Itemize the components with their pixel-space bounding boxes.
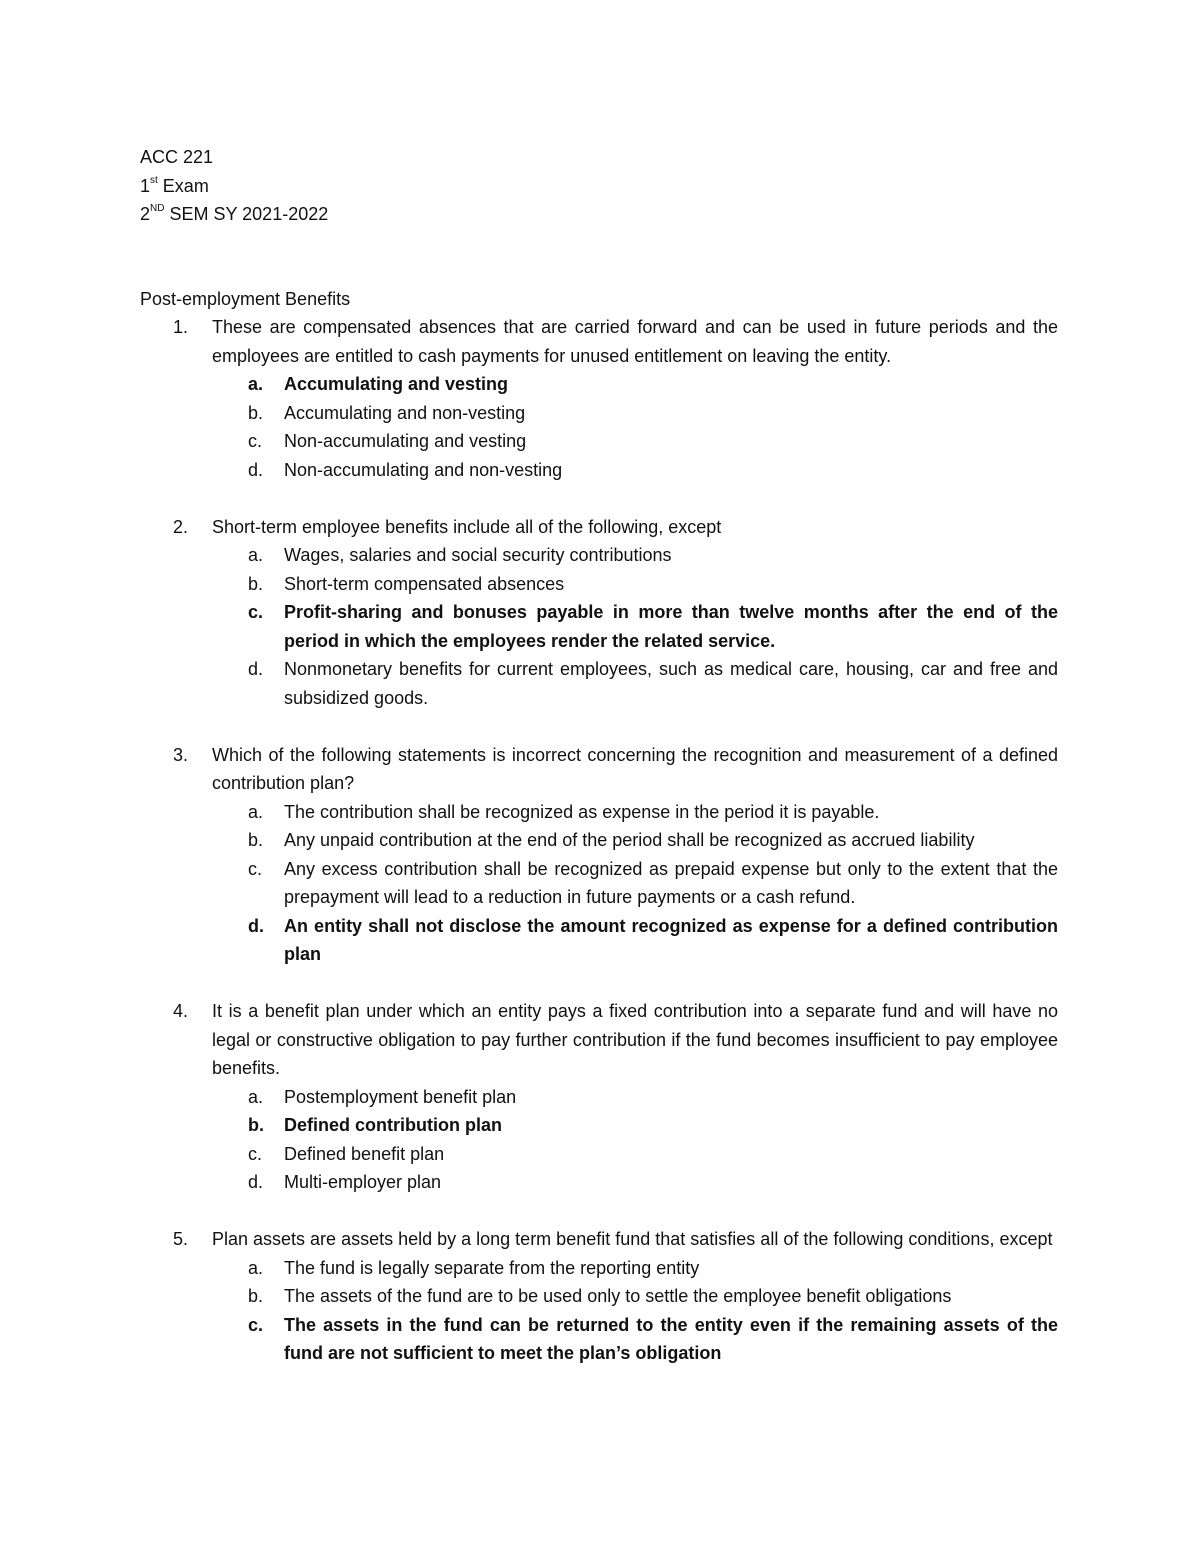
- question-1: [140, 313, 1058, 484]
- option-letter: d.: [248, 459, 264, 480]
- question-text: Short-term employee benefits include all of the following, except: [212, 516, 722, 537]
- option-letter: b.: [248, 1115, 264, 1135]
- answer-option: [212, 1254, 1058, 1283]
- answer-options: [212, 370, 1058, 484]
- option-text: Multi-employer plan: [284, 1172, 442, 1192]
- option-text: Defined benefit plan: [284, 1143, 445, 1164]
- answer-option: [212, 655, 1058, 712]
- option-text: An entity shall not disclose the amount recognized as expense for a defined contribution plan: [284, 915, 1058, 964]
- answer-option: [212, 1168, 1058, 1197]
- option-letter: a.: [248, 1086, 264, 1107]
- exam-number: 1: [140, 175, 151, 196]
- question-text: It is a benefit plan under which an entity pays a fixed contribution into a separate fund and will have no legal or constructive obligation to pay further contribution if the fund becomes insufficient to pay employee benefits.: [212, 1001, 1058, 1078]
- option-letter: a.: [248, 1257, 264, 1278]
- answer-option: [212, 598, 1058, 655]
- answer-option: [212, 1282, 1058, 1311]
- question-4: [140, 997, 1058, 1197]
- option-text: Any excess contribution shall be recognized as prepaid expense but only to the extent that the prepayment will lead to a reduction in future payments or a cash refund.: [284, 858, 1058, 907]
- answer-options: [212, 541, 1058, 712]
- answer-option: [212, 427, 1058, 456]
- option-text: Wages, salaries and social security contributions: [284, 545, 672, 565]
- answer-option: [212, 826, 1058, 855]
- question-list: [140, 313, 1058, 1396]
- option-letter: b.: [248, 573, 264, 594]
- option-letter: d.: [248, 915, 264, 936]
- answer-option: [212, 912, 1058, 969]
- option-text: Defined contribution plan: [284, 1115, 502, 1135]
- section-title: Post-employment Benefits: [140, 289, 351, 309]
- question-3: [140, 741, 1058, 969]
- option-letter: d.: [248, 659, 264, 679]
- semester-number: 2: [140, 204, 151, 224]
- semester-year: SEM SY 2021-2022: [164, 204, 329, 224]
- answer-options: [212, 1083, 1058, 1197]
- option-text: Non-accumulating and non-vesting: [284, 459, 563, 480]
- option-letter: a.: [248, 801, 264, 822]
- question-number: 4.: [173, 1001, 189, 1021]
- option-letter: c.: [248, 1314, 264, 1335]
- semester-ordinal: ND: [150, 203, 165, 214]
- answer-options: [212, 1254, 1058, 1368]
- option-text: Accumulating and vesting: [284, 374, 509, 394]
- answer-option: [212, 1083, 1058, 1112]
- option-text: Any unpaid contribution at the end of the period shall be recognized as accrued liability: [284, 830, 975, 850]
- option-text: Non-accumulating and vesting: [284, 431, 527, 451]
- answer-option: [212, 1111, 1058, 1140]
- question-text: These are compensated absences that are carried forward and can be used in future periods and the employees are entitled to cash payments for unused entitlement on leaving the entity.: [212, 317, 1058, 366]
- option-letter: c.: [248, 1143, 263, 1164]
- option-text: Profit-sharing and bonuses payable in more than twelve months after the end of the period in which the employees render the related service.: [284, 602, 1058, 651]
- answer-option: [212, 456, 1058, 485]
- answer-option: [212, 541, 1058, 570]
- option-text: The contribution shall be recognized as expense in the period it is payable.: [284, 801, 880, 822]
- question-number: 3.: [173, 744, 189, 765]
- question-5: [140, 1225, 1058, 1368]
- option-letter: b.: [248, 830, 264, 850]
- exam-ordinal: st: [150, 174, 158, 186]
- option-text: The fund is legally separate from the reporting entity: [284, 1257, 700, 1278]
- answer-option: [212, 570, 1058, 599]
- option-text: The assets in the fund can be returned to the entity even if the remaining assets of the fund are not sufficient to meet the plan’s obligation: [284, 1314, 1058, 1363]
- option-text: Postemployment benefit plan: [284, 1086, 517, 1107]
- option-letter: d.: [248, 1172, 264, 1192]
- option-letter: a.: [248, 374, 264, 394]
- exam-word: Exam: [157, 175, 209, 196]
- course-code: ACC 221: [140, 147, 214, 167]
- question-number: 5.: [173, 1229, 189, 1249]
- option-letter: c.: [248, 431, 263, 451]
- answer-options: [212, 798, 1058, 969]
- answer-option: [212, 1140, 1058, 1169]
- answer-option: [212, 1311, 1058, 1368]
- option-text: Nonmonetary benefits for current employees, such as medical care, housing, car and free and subsidized goods.: [284, 659, 1058, 708]
- question-2: [140, 513, 1058, 713]
- question-number: 2.: [173, 516, 189, 537]
- answer-option: [212, 855, 1058, 912]
- option-text: The assets of the fund are to be used only to settle the employee benefit obligations: [284, 1286, 952, 1306]
- option-letter: a.: [248, 545, 264, 565]
- document-header: [140, 143, 328, 229]
- option-letter: b.: [248, 402, 264, 423]
- option-letter: c.: [248, 858, 263, 879]
- question-number: 1.: [173, 317, 189, 337]
- option-text: Short-term compensated absences: [284, 573, 565, 594]
- semester-label: [140, 200, 328, 229]
- question-text: Plan assets are assets held by a long term benefit fund that satisfies all of the following conditions, except: [212, 1229, 1053, 1249]
- option-text: Accumulating and non-vesting: [284, 402, 526, 423]
- answer-option: [212, 798, 1058, 827]
- answer-option: [212, 399, 1058, 428]
- exam-label: [140, 172, 328, 201]
- question-text: Which of the following statements is incorrect concerning the recognition and measurement of a defined contribution plan?: [212, 744, 1058, 793]
- answer-option: [212, 370, 1058, 399]
- option-letter: b.: [248, 1286, 264, 1306]
- option-letter: c.: [248, 602, 264, 622]
